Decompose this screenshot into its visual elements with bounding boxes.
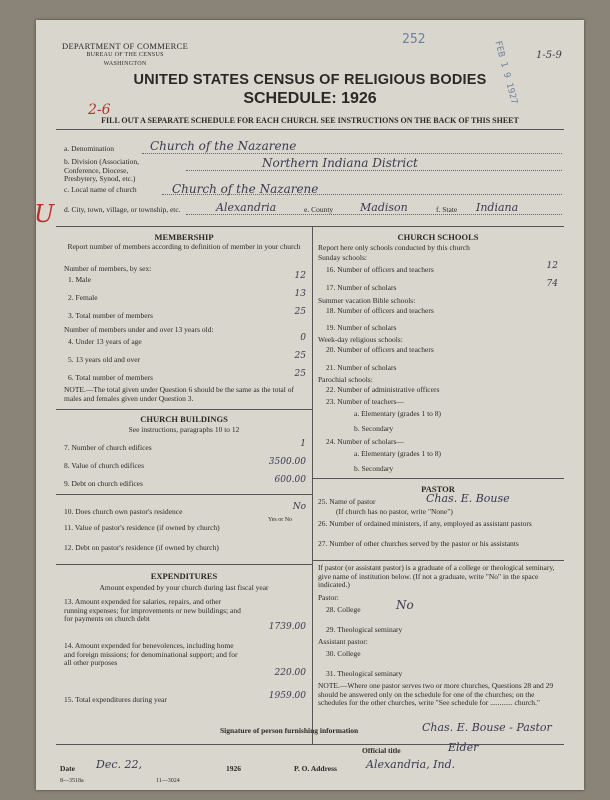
denomination-value: Church of the Nazarene xyxy=(150,139,297,153)
signature-label: Signature of person furnishing information xyxy=(220,726,359,735)
division-label: b. Division (Association, Conference, Diocese, Presbytery, Synod, etc.) xyxy=(64,157,139,183)
q6-label: 6. Total number of members xyxy=(68,373,153,382)
po-address-label: P. O. Address xyxy=(294,764,337,773)
q12-label: 12. Debt on pastor's residence (if owned by church) xyxy=(64,543,219,552)
q23a-label: a. Elementary (grades 1 to 8) xyxy=(354,409,442,418)
pastor-sub-label: Pastor: xyxy=(318,593,339,602)
q16-value: 12 xyxy=(546,261,558,271)
q25-value: Chas. E. Bouse xyxy=(426,492,510,505)
q29-label: 29. Theological seminary xyxy=(326,625,403,634)
denomination-label: a. Denomination xyxy=(64,144,114,153)
parochial-label: Parochial schools: xyxy=(318,375,373,384)
header-divider xyxy=(56,129,564,130)
q5-label: 5. 13 years old and over xyxy=(68,355,141,364)
q13-label: 13. Amount expended for salaries, repairs, and other running expenses; for improvements or new buildings; and for payments on church debt xyxy=(64,597,241,623)
section-divider xyxy=(56,226,564,227)
denomination-line xyxy=(142,153,562,154)
expenditures-intro: Amount expended by your church during last fiscal year xyxy=(99,583,269,592)
form-number: 8—3518a xyxy=(60,778,84,784)
q20-label: 20. Number of officers and teachers xyxy=(326,345,434,354)
buildings-heading: CHURCH BUILDINGS xyxy=(140,414,228,424)
schools-divider xyxy=(312,478,564,479)
signature-value: Chas. E. Bouse - Pastor xyxy=(422,721,552,734)
q9-label: 9. Debt on church edifices xyxy=(64,479,143,488)
footer-divider xyxy=(56,744,564,745)
year-label: 1926 xyxy=(226,764,241,773)
official-title-value: Elder xyxy=(448,741,479,754)
q7-value: 1 xyxy=(300,439,306,449)
q2-value: 13 xyxy=(294,289,306,299)
q7-label: 7. Number of church edifices xyxy=(64,443,152,452)
date-label: Date xyxy=(60,764,75,773)
red-letter: U xyxy=(34,200,55,228)
expenditures-heading: EXPENDITURES xyxy=(150,571,218,581)
q14-label: 14. Amount expended for benevolences, including home and foreign missions; for denominational support; and for all other purposes xyxy=(64,641,238,667)
q10-label: 10. Does church own pastor's residence xyxy=(64,507,183,516)
schedule-title: SCHEDULE: 1926 xyxy=(243,90,377,107)
q22-label: 22. Number of administrative officers xyxy=(326,385,440,394)
department-block xyxy=(62,42,188,69)
q15-value: 1959.00 xyxy=(268,691,306,701)
fill-instruction: FILL OUT A SEPARATE SCHEDULE FOR EACH CHURCH. SEE INSTRUCTIONS ON THE BACK OF THIS SHEET xyxy=(101,116,519,125)
bureau-name: BUREAU OF THE CENSUS xyxy=(86,52,164,58)
q2-label: 2. Female xyxy=(68,293,98,302)
q24b-label: b. Secondary xyxy=(354,464,394,473)
assistant-label: Assistant pastor: xyxy=(318,637,368,646)
expenditures-divider xyxy=(56,564,312,565)
official-title-label: Official title xyxy=(362,746,401,755)
state-label: f. State xyxy=(436,205,458,214)
census-schedule-page xyxy=(36,20,584,790)
weekday-label: Week-day religious schools: xyxy=(318,335,403,344)
date-value: Dec. 22, xyxy=(96,758,142,771)
q23-label: 23. Number of teachers— xyxy=(326,397,404,406)
q25-note: (If church has no pastor, write "None") xyxy=(336,507,453,516)
schools-heading: CHURCH SCHOOLS xyxy=(397,232,479,242)
q13-value: 1739.00 xyxy=(268,622,306,632)
membership-intro: Report number of members according to definition of member in your church xyxy=(67,242,301,251)
q10-value: No xyxy=(292,502,306,512)
pastor-note: NOTE.—Where one pastor serves two or more churches, Questions 28 and 29 should be answered only on the schedule for one of the churches; on the schedules for the other churches, write "See schedule for ............ church." xyxy=(318,681,554,707)
q25-label: 25. Name of pastor xyxy=(318,497,376,506)
stamp-number: 252 xyxy=(402,32,426,47)
date-stamp: FEB 1 9 1927 xyxy=(492,40,519,106)
q11-label: 11. Value of pastor's residence (if owned by church) xyxy=(64,523,220,532)
buildings-divider xyxy=(56,494,312,495)
red-mark: 2-6 xyxy=(88,102,111,118)
q17-label: 17. Number of scholars xyxy=(326,283,397,292)
po-address-value: Alexandria, Ind. xyxy=(366,758,456,771)
pastor-heading: PASTOR xyxy=(421,484,455,494)
city-line xyxy=(186,214,562,215)
city-name: WASHINGTON xyxy=(103,61,147,67)
q28-label: 28. College xyxy=(326,605,361,614)
division-value: Northern Indiana District xyxy=(262,156,418,170)
q21-label: 21. Number of scholars xyxy=(326,363,397,372)
q15-label: 15. Total expenditures during year xyxy=(64,695,167,704)
division-line xyxy=(186,170,562,171)
state-value: Indiana xyxy=(476,201,519,214)
local-name-label: c. Local name of church xyxy=(64,185,137,194)
county-value: Madison xyxy=(360,201,408,214)
department-name: DEPARTMENT OF COMMERCE xyxy=(62,41,189,51)
membership-note: NOTE.—The total given under Question 6 should be the same as the total of males and females given under Question 3. xyxy=(64,385,294,403)
q1-value: 12 xyxy=(294,271,306,281)
q3-label: 3. Total number of members xyxy=(68,311,153,320)
q27-label: 27. Number of other churches served by the pastor or his assistants xyxy=(318,539,519,548)
pastor-divider xyxy=(312,560,564,561)
q4-value: 0 xyxy=(300,333,306,343)
yes-no-hint: Yes or No xyxy=(268,517,293,523)
age-intro: Number of members under and over 13 years old: xyxy=(64,325,214,334)
summer-label: Summer vacation Bible schools: xyxy=(318,296,416,305)
q9-value: 600.00 xyxy=(274,475,306,485)
q3-value: 25 xyxy=(294,307,306,317)
q1-label: 1. Male xyxy=(68,275,91,284)
form-title: UNITED STATES CENSUS OF RELIGIOUS BODIES xyxy=(133,72,487,88)
q8-label: 8. Value of church edifices xyxy=(64,461,145,470)
q17-value: 74 xyxy=(546,279,558,289)
q6-value: 25 xyxy=(294,369,306,379)
print-number: 11—3024 xyxy=(156,778,180,784)
q28-value: No xyxy=(396,598,414,612)
city-value: Alexandria xyxy=(216,201,277,214)
q30-label: 30. College xyxy=(326,649,361,658)
q23b-label: b. Secondary xyxy=(354,424,394,433)
q31-label: 31. Theological seminary xyxy=(326,669,403,678)
q16-label: 16. Number of officers and teachers xyxy=(326,265,434,274)
county-label: e. County xyxy=(304,205,334,214)
q24a-label: a. Elementary (grades 1 to 8) xyxy=(354,449,442,458)
q8-value: 3500.00 xyxy=(268,457,306,467)
q5-value: 25 xyxy=(294,351,306,361)
city-label: d. City, town, village, or township, etc. xyxy=(64,205,181,214)
schools-intro: Report here only schools conducted by this church xyxy=(318,243,470,252)
college-note: If pastor (or assistant pastor) is a graduate of a college or theological seminary, give name of institution below. (If not a graduate, write "No" in the space indicated.) xyxy=(318,563,555,589)
q19-label: 19. Number of scholars xyxy=(326,323,397,332)
q18-label: 18. Number of officers and teachers xyxy=(326,306,434,315)
q14-value: 220.00 xyxy=(274,668,306,678)
membership-heading: MEMBERSHIP xyxy=(154,232,214,242)
q4-label: 4. Under 13 years of age xyxy=(68,337,142,346)
membership-divider xyxy=(56,409,312,410)
local-name-value: Church of the Nazarene xyxy=(172,182,319,196)
q24-label: 24. Number of scholars— xyxy=(326,437,404,446)
q26-label: 26. Number of ordained ministers, if any, employed as assistant pastors xyxy=(318,519,532,528)
by-sex-label: Number of members, by sex: xyxy=(64,264,152,273)
buildings-intro: See instructions, paragraphs 10 to 12 xyxy=(128,425,240,434)
sunday-label: Sunday schools: xyxy=(318,253,367,262)
corner-code: 1-5-9 xyxy=(536,50,562,61)
